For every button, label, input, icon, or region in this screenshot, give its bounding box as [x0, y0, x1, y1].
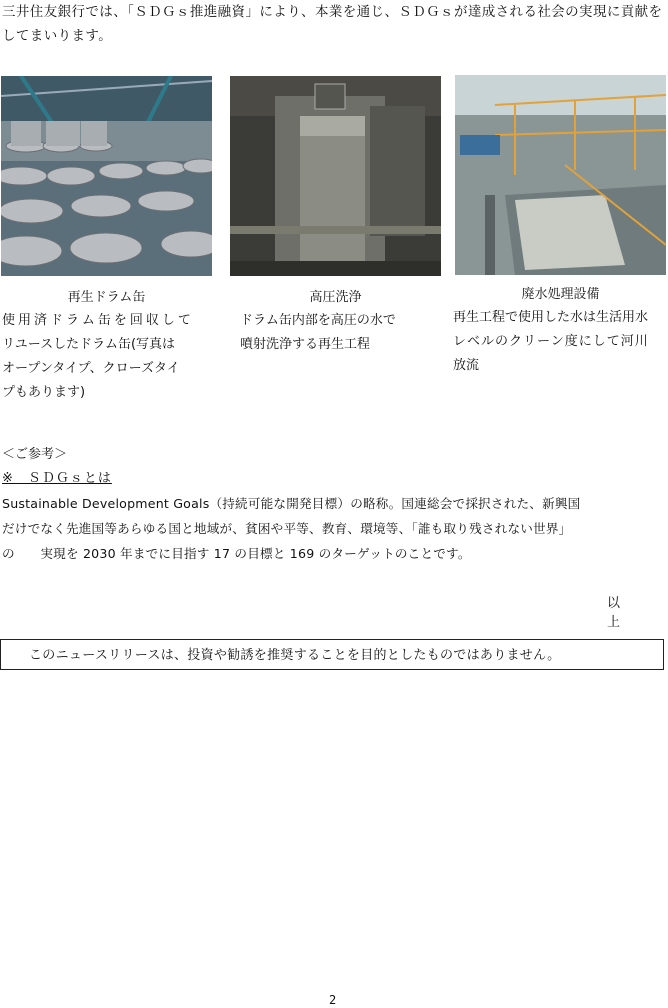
- reference-subheading: ※ ＳＤＧｓとは: [2, 471, 112, 486]
- caption-line: 放流: [453, 358, 480, 373]
- photo-high-pressure-washing: [230, 76, 441, 276]
- caption-body-drums: [2, 309, 216, 405]
- reference-line: Sustainable Development Goals（持続可能な開発目標）の略称。国連総会で採択された、新興国: [2, 496, 581, 511]
- caption-line: オープンタイプ、クローズタイ: [2, 361, 180, 376]
- photo-wastewater-treatment: [455, 75, 666, 275]
- closing-mark: 以上: [607, 596, 641, 630]
- page-number: 2: [329, 993, 337, 1007]
- reference-heading: ＜ご参考＞: [2, 447, 68, 462]
- caption-line: 使用済ドラム缶を回収して: [2, 313, 194, 328]
- caption-line: 再生工程で使用した水は生活用水: [453, 310, 649, 325]
- caption-title-washing: 高圧洗浄: [309, 290, 362, 305]
- caption-line: ドラム缶内部を高圧の水で: [240, 313, 396, 328]
- reference-body: [2, 491, 666, 566]
- intro-paragraph: 三井住友銀行では、「ＳＤＧｓ推進融資」により、本業を通じ、ＳＤＧｓが達成される社会の実現に貢献をしてまいります。: [2, 4, 663, 44]
- caption-line: レベルのクリーン度にして河川: [453, 334, 649, 349]
- caption-body-wastewater: [453, 306, 667, 378]
- reference-line: だけでなく先進国等あらゆる国と地域が、貧困や平等、教育、環境等、「誰も取り残されない世界」: [2, 521, 572, 536]
- caption-title-wastewater: 廃水処理設備: [521, 287, 600, 302]
- caption-line: リユースしたドラム缶(写真は: [2, 337, 176, 352]
- caption-body-washing: [240, 309, 450, 357]
- reference-line: の 実現を 2030 年までに目指す 17 の目標と 169 のターゲットのことです。: [2, 546, 471, 561]
- caption-title-drums: 再生ドラム缶: [67, 290, 146, 305]
- photo-recycled-drums: [1, 76, 212, 276]
- caption-line: プもあります): [2, 385, 86, 400]
- disclaimer-notice: このニュースリリースは、投資や勧誘を推奨することを目的としたものではありません。: [0, 639, 664, 670]
- caption-line: 噴射洗浄する再生工程: [240, 337, 371, 352]
